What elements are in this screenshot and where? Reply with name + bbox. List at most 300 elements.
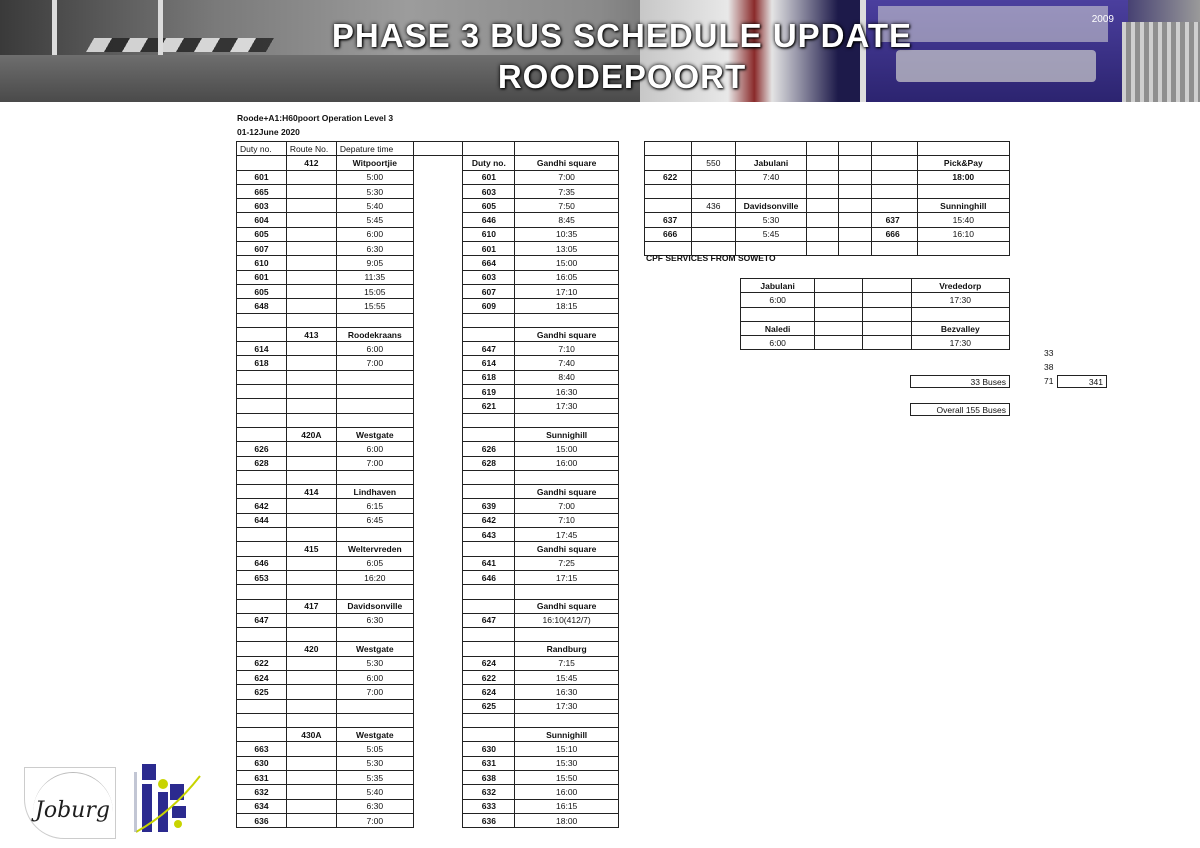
- table-cell: [237, 470, 287, 484]
- table-cell: [336, 713, 413, 727]
- table-row: [237, 528, 619, 542]
- table-cell: Gandhi square: [515, 156, 619, 170]
- table-cell: 415: [286, 542, 336, 556]
- table-row: [237, 299, 619, 313]
- table-cell: [413, 313, 463, 327]
- table-cell: 6:30: [336, 242, 413, 256]
- table-cell: [286, 456, 336, 470]
- table-row: [237, 713, 619, 727]
- table-cell: [413, 399, 463, 413]
- table-cell: [286, 184, 336, 198]
- table-cell: 636: [237, 813, 287, 827]
- table-cell: [413, 442, 463, 456]
- table-cell: 603: [463, 184, 515, 198]
- table-cell: Gandhi square: [515, 542, 619, 556]
- table-cell: [336, 385, 413, 399]
- table-cell: [413, 184, 463, 198]
- table-row: [645, 170, 1010, 184]
- table-cell: [515, 713, 619, 727]
- table-cell: 7:15: [515, 656, 619, 670]
- table-cell: 17:30: [911, 336, 1009, 350]
- table-cell: 648: [237, 299, 287, 313]
- table-cell: 625: [463, 699, 515, 713]
- table-cell: [413, 513, 463, 527]
- table-cell: 15:40: [917, 213, 1009, 227]
- table-cell: 642: [237, 499, 287, 513]
- table-cell: [917, 242, 1009, 256]
- table-cell: [286, 299, 336, 313]
- table-cell: 6:00: [336, 442, 413, 456]
- table-cell: 15:45: [515, 670, 619, 684]
- total-value-1: 33: [1044, 348, 1054, 358]
- table-cell: 6:00: [741, 336, 815, 350]
- table-cell: [237, 427, 287, 441]
- table-cell: 5:00: [336, 170, 413, 184]
- table-cell: 641: [463, 556, 515, 570]
- table-cell: [413, 327, 463, 341]
- table-cell: [336, 413, 413, 427]
- table-cell: 15:10: [515, 742, 619, 756]
- table-cell: 15:30: [515, 756, 619, 770]
- table-cell: 7:00: [336, 685, 413, 699]
- table-cell: [336, 528, 413, 542]
- table-cell: 17:45: [515, 528, 619, 542]
- table-row: [741, 336, 1010, 350]
- table-cell: [806, 199, 838, 213]
- table-cell: 631: [463, 756, 515, 770]
- table-cell: 6:00: [741, 293, 815, 307]
- table-cell: [286, 499, 336, 513]
- table-cell: [286, 799, 336, 813]
- table-cell: 607: [463, 284, 515, 298]
- table-cell: 5:30: [736, 213, 807, 227]
- table-cell: [806, 156, 838, 170]
- table-cell: [515, 470, 619, 484]
- table-cell: 16:00: [515, 785, 619, 799]
- table-cell: [336, 699, 413, 713]
- table-row: [237, 199, 619, 213]
- table-cell: [413, 771, 463, 785]
- table-cell: 18:15: [515, 299, 619, 313]
- table-cell: 614: [237, 342, 287, 356]
- table-cell: [463, 327, 515, 341]
- table-cell: 605: [237, 227, 287, 241]
- table-cell: [691, 213, 736, 227]
- table-cell: 420A: [286, 427, 336, 441]
- table-cell: [839, 227, 871, 241]
- table-cell: 609: [463, 299, 515, 313]
- table-cell: 5:45: [736, 227, 807, 241]
- extra-routes-table: [644, 141, 1010, 256]
- table-cell: 16:30: [515, 685, 619, 699]
- table-cell: 601: [463, 242, 515, 256]
- table-cell: 17:15: [515, 570, 619, 584]
- table-cell: [286, 170, 336, 184]
- table-cell: 7:00: [336, 813, 413, 827]
- table-cell: [237, 542, 287, 556]
- table-cell: [413, 628, 463, 642]
- table-cell: [863, 321, 911, 335]
- table-cell: [286, 756, 336, 770]
- table-cell: [645, 142, 692, 156]
- table-cell: 7:10: [515, 342, 619, 356]
- table-row: [237, 556, 619, 570]
- table-cell: [413, 213, 463, 227]
- table-cell: 412: [286, 156, 336, 170]
- table-cell: Westgate: [336, 427, 413, 441]
- table-cell: [815, 336, 863, 350]
- table-cell: [871, 242, 917, 256]
- table-cell: 624: [237, 670, 287, 684]
- table-cell: Lindhaven: [336, 485, 413, 499]
- table-row: [645, 227, 1010, 241]
- table-row: [237, 242, 619, 256]
- table-cell: Gandhi square: [515, 485, 619, 499]
- table-row: [237, 284, 619, 298]
- table-cell: [871, 156, 917, 170]
- table-cell: 647: [463, 613, 515, 627]
- table-cell: 6:30: [336, 799, 413, 813]
- table-cell: 607: [237, 242, 287, 256]
- table-cell: [237, 399, 287, 413]
- table-cell: [286, 513, 336, 527]
- table-cell: 16:05: [515, 270, 619, 284]
- table-cell: [839, 156, 871, 170]
- table-row: [237, 256, 619, 270]
- table-cell: [815, 279, 863, 293]
- table-cell: [237, 413, 287, 427]
- table-cell: [413, 670, 463, 684]
- table-cell: [413, 427, 463, 441]
- table-cell: 8:40: [515, 370, 619, 384]
- table-cell: 610: [463, 227, 515, 241]
- table-cell: 633: [463, 799, 515, 813]
- table-row: [237, 442, 619, 456]
- table-cell: [413, 499, 463, 513]
- table-cell: Vrededorp: [911, 279, 1009, 293]
- table-cell: [286, 670, 336, 684]
- table-cell: Jabulani: [736, 156, 807, 170]
- table-cell: [839, 142, 871, 156]
- table-cell: [645, 156, 692, 170]
- table-cell: [413, 456, 463, 470]
- buses-count-box: 33 Buses: [910, 375, 1010, 388]
- table-cell: 624: [463, 685, 515, 699]
- table-cell: [286, 528, 336, 542]
- table-cell: [237, 485, 287, 499]
- table-cell: Gandhi square: [515, 327, 619, 341]
- table-cell: [286, 313, 336, 327]
- table-row: [237, 227, 619, 241]
- table-cell: [336, 370, 413, 384]
- table-cell: 622: [463, 670, 515, 684]
- table-cell: 601: [237, 270, 287, 284]
- table-cell: 16:10: [917, 227, 1009, 241]
- table-cell: [863, 307, 911, 321]
- table-cell: [336, 585, 413, 599]
- table-row: [237, 613, 619, 627]
- table-cell: [871, 199, 917, 213]
- table-cell: 604: [237, 213, 287, 227]
- table-cell: [336, 628, 413, 642]
- table-cell: [286, 656, 336, 670]
- table-row: [237, 313, 619, 327]
- joburg-logo-text: Joburg: [35, 798, 110, 823]
- table-cell: [413, 613, 463, 627]
- table-cell: [237, 628, 287, 642]
- table-cell: 639: [463, 499, 515, 513]
- table-cell: 17:30: [515, 699, 619, 713]
- table-cell: 413: [286, 327, 336, 341]
- table-cell: [839, 184, 871, 198]
- table-cell: [806, 213, 838, 227]
- table-row: [237, 570, 619, 584]
- table-cell: Duty no.: [463, 156, 515, 170]
- table-cell: 647: [463, 342, 515, 356]
- table-row: [237, 670, 619, 684]
- table-cell: [413, 585, 463, 599]
- table-cell: 638: [463, 771, 515, 785]
- date-heading: 01-12June 2020: [237, 127, 300, 137]
- table-cell: [286, 556, 336, 570]
- table-cell: 18:00: [515, 813, 619, 827]
- table-cell: 644: [237, 513, 287, 527]
- table-cell: 13:05: [515, 242, 619, 256]
- table-cell: [413, 199, 463, 213]
- table-cell: [286, 470, 336, 484]
- table-cell: [645, 199, 692, 213]
- table-cell: 5:30: [336, 756, 413, 770]
- table-cell: [806, 184, 838, 198]
- header-empty: [515, 142, 619, 156]
- table-cell: 646: [237, 556, 287, 570]
- table-cell: 605: [237, 284, 287, 298]
- table-cell: 6:15: [336, 499, 413, 513]
- table-cell: Sunnighill: [515, 728, 619, 742]
- table-cell: 622: [237, 656, 287, 670]
- table-cell: [515, 413, 619, 427]
- table-row: [237, 213, 619, 227]
- table-cell: 11:35: [336, 270, 413, 284]
- table-cell: 15:00: [515, 256, 619, 270]
- table-cell: 603: [463, 270, 515, 284]
- table-cell: 7:00: [336, 456, 413, 470]
- table-cell: [806, 227, 838, 241]
- table-cell: [863, 293, 911, 307]
- table-cell: 16:00: [515, 456, 619, 470]
- table-row: [645, 199, 1010, 213]
- table-row: [237, 342, 619, 356]
- table-cell: [286, 399, 336, 413]
- table-row: [237, 642, 619, 656]
- table-cell: 18:00: [917, 170, 1009, 184]
- table-cell: [815, 293, 863, 307]
- table-row: [741, 307, 1010, 321]
- table-cell: 630: [237, 756, 287, 770]
- table-cell: [286, 442, 336, 456]
- table-cell: [413, 242, 463, 256]
- table-cell: [839, 213, 871, 227]
- table-cell: [863, 279, 911, 293]
- table-cell: 15:00: [515, 442, 619, 456]
- schedule-rows: [237, 156, 619, 828]
- table-row: [237, 499, 619, 513]
- table-cell: [413, 270, 463, 284]
- table-cell: Davidsonville: [336, 599, 413, 613]
- table-cell: 436: [691, 199, 736, 213]
- table-cell: Gandhi square: [515, 599, 619, 613]
- table-cell: [286, 771, 336, 785]
- table-cell: 625: [237, 685, 287, 699]
- table-cell: [736, 142, 807, 156]
- table-cell: [286, 585, 336, 599]
- table-cell: [413, 756, 463, 770]
- table-cell: [237, 370, 287, 384]
- table-cell: Westgate: [336, 642, 413, 656]
- metrobus-logo: [132, 762, 202, 838]
- table-cell: [871, 184, 917, 198]
- table-cell: 17:30: [515, 399, 619, 413]
- table-cell: [839, 170, 871, 184]
- table-cell: 17:10: [515, 284, 619, 298]
- header-route-no: Route No.: [286, 142, 336, 156]
- table-cell: 630: [463, 742, 515, 756]
- header-empty: [413, 142, 463, 156]
- table-cell: 16:10(412/7): [515, 613, 619, 627]
- table-cell: [691, 170, 736, 184]
- table-cell: 16:30: [515, 385, 619, 399]
- table-row: [237, 728, 619, 742]
- table-row: [237, 385, 619, 399]
- table-cell: 7:40: [515, 356, 619, 370]
- table-cell: [413, 299, 463, 313]
- table-row: [237, 470, 619, 484]
- table-cell: 17:30: [911, 293, 1009, 307]
- table-row: [237, 813, 619, 827]
- table-cell: 6:30: [336, 613, 413, 627]
- table-cell: 621: [463, 399, 515, 413]
- table-cell: 7:10: [515, 513, 619, 527]
- table-cell: [806, 242, 838, 256]
- table-cell: Pick&Pay: [917, 156, 1009, 170]
- table-cell: 628: [463, 456, 515, 470]
- table-cell: [413, 156, 463, 170]
- table-cell: [815, 307, 863, 321]
- table-cell: [286, 742, 336, 756]
- table-cell: 420: [286, 642, 336, 656]
- table-cell: [286, 785, 336, 799]
- table-cell: Naledi: [741, 321, 815, 335]
- cpf-services-title: CPF SERVICES FROM SOWETO: [646, 253, 776, 263]
- table-cell: [413, 799, 463, 813]
- table-cell: [917, 184, 1009, 198]
- table-cell: Weltervreden: [336, 542, 413, 556]
- table-cell: 647: [237, 613, 287, 627]
- table-cell: [691, 227, 736, 241]
- table-cell: [413, 699, 463, 713]
- table-cell: 626: [463, 442, 515, 456]
- table-cell: [839, 242, 871, 256]
- table-cell: 666: [871, 227, 917, 241]
- bus-number: 2009: [1091, 14, 1114, 25]
- table-cell: [237, 156, 287, 170]
- table-cell: 6:45: [336, 513, 413, 527]
- table-cell: 610: [237, 256, 287, 270]
- table-cell: [413, 470, 463, 484]
- table-cell: Bezvalley: [911, 321, 1009, 335]
- table-cell: 8:45: [515, 213, 619, 227]
- table-cell: 7:50: [515, 199, 619, 213]
- table-cell: 666: [645, 227, 692, 241]
- table-cell: [413, 485, 463, 499]
- table-cell: [463, 427, 515, 441]
- page-title: PHASE 3 BUS SCHEDULE UPDATE: [331, 17, 913, 54]
- table-row: [645, 142, 1010, 156]
- table-cell: 430A: [286, 728, 336, 742]
- table-cell: [691, 142, 736, 156]
- table-cell: 5:30: [336, 656, 413, 670]
- table-cell: [806, 170, 838, 184]
- table-cell: [463, 542, 515, 556]
- table-cell: [413, 570, 463, 584]
- table-row: [237, 356, 619, 370]
- table-cell: 664: [463, 256, 515, 270]
- table-cell: 646: [463, 570, 515, 584]
- table-cell: 6:05: [336, 556, 413, 570]
- table-cell: 632: [463, 785, 515, 799]
- table-cell: 7:00: [515, 499, 619, 513]
- table-cell: 653: [237, 570, 287, 584]
- table-row: [237, 599, 619, 613]
- table-cell: [413, 685, 463, 699]
- table-row: [237, 699, 619, 713]
- table-cell: [286, 685, 336, 699]
- table-cell: [515, 585, 619, 599]
- table-cell: [413, 656, 463, 670]
- table-row: [237, 771, 619, 785]
- table-cell: [463, 642, 515, 656]
- table-cell: [413, 713, 463, 727]
- operation-heading: Roode+A1:H60poort Operation Level 3: [237, 113, 394, 123]
- table-cell: 618: [237, 356, 287, 370]
- table-cell: [286, 628, 336, 642]
- table-cell: [645, 184, 692, 198]
- table-cell: 646: [463, 213, 515, 227]
- table-cell: Westgate: [336, 728, 413, 742]
- table-cell: Jabulani: [741, 279, 815, 293]
- table-cell: 637: [645, 213, 692, 227]
- table-cell: [463, 470, 515, 484]
- table-row: [237, 427, 619, 441]
- roodepoort-schedule-table: [236, 141, 619, 828]
- table-cell: 5:45: [336, 213, 413, 227]
- table-cell: [413, 742, 463, 756]
- table-row: [237, 685, 619, 699]
- table-cell: 619: [463, 385, 515, 399]
- table-cell: [806, 142, 838, 156]
- table-row: [741, 279, 1010, 293]
- table-cell: 603: [237, 199, 287, 213]
- table-cell: [286, 385, 336, 399]
- table-cell: [515, 313, 619, 327]
- table-cell: [237, 642, 287, 656]
- table-cell: [413, 728, 463, 742]
- table-row: [237, 785, 619, 799]
- table-cell: Davidsonville: [736, 199, 807, 213]
- table-cell: [917, 142, 1009, 156]
- table-cell: [237, 699, 287, 713]
- table-cell: 642: [463, 513, 515, 527]
